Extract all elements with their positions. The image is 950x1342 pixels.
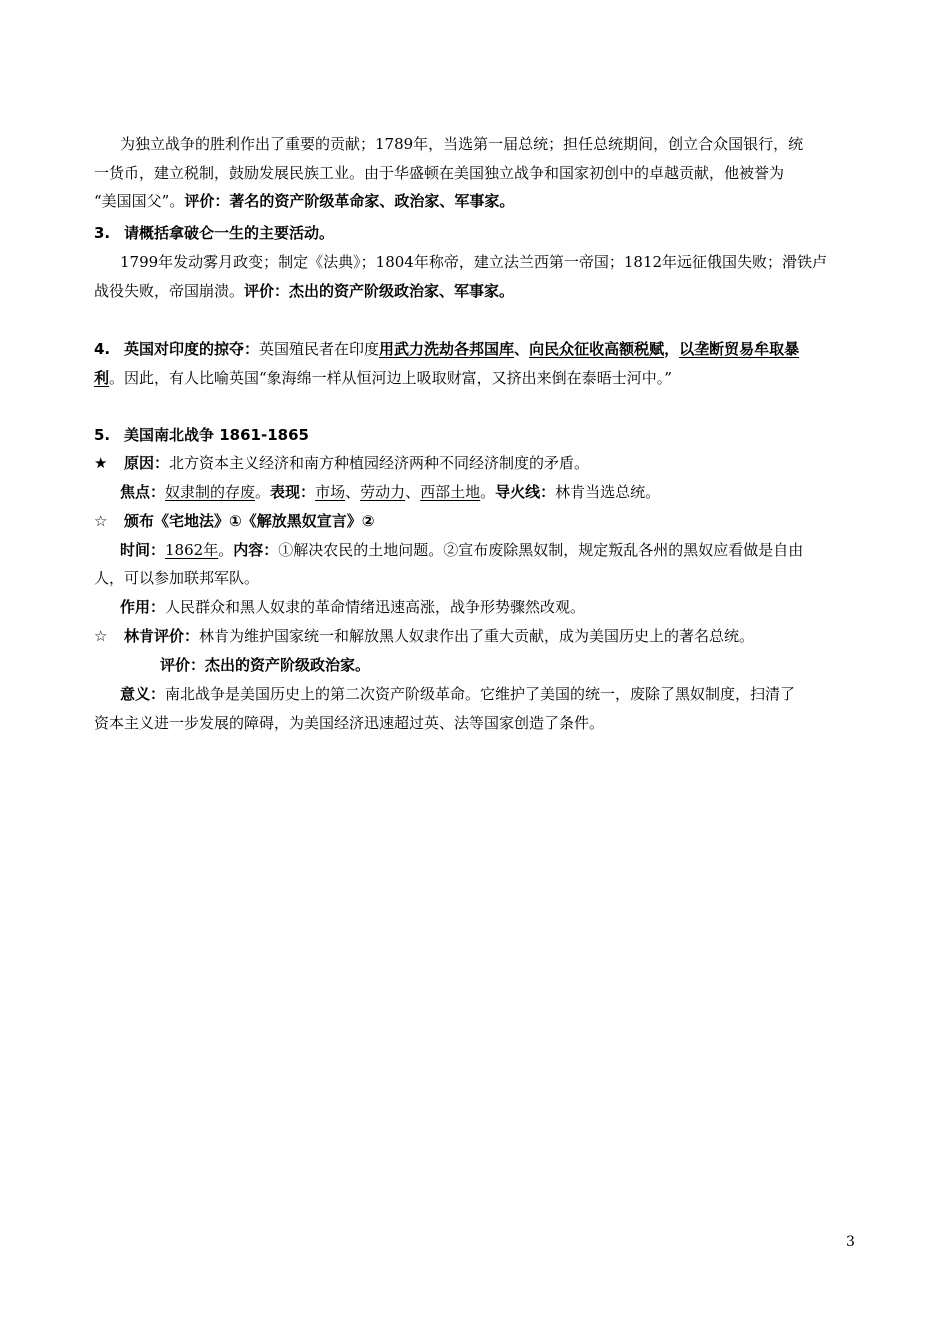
separator: ， (664, 340, 680, 358)
meaning-line2 (94, 713, 604, 733)
para1-line3 (94, 191, 514, 211)
label: 意义： (120, 685, 166, 703)
text: “美国国父”。 (94, 192, 185, 210)
text: 林肯为维护国家统一和解放黑人奴隶作出了重大贡献，成为美国历史上的著名总统。 (199, 627, 755, 645)
section-number: 4. (94, 340, 111, 358)
text: 为独立战争的胜利作出了重要的贡献；1789年，当选第一届总统；担任总统期间，创立合众国银行，统 (120, 135, 804, 153)
underlined-phrase: 以垄断贸易牟取暴 (679, 340, 800, 358)
heading-text: 英国对印度的掠夺： (124, 340, 260, 358)
text: 。因此，有人比喻英国“象海绵一样从恒河边上吸取财富，又挤出来倒在泰晤士河中。” (109, 369, 672, 387)
text: 1799年发动雾月政变；制定《法典》；1804年称帝，建立法兰西第一帝国；1812年远征俄国失败；滑铁卢 (120, 253, 828, 271)
text: 。 (218, 541, 234, 559)
section3-line1 (120, 252, 827, 272)
text: 南北战争是美国历史上的第二次资产阶级革命。它维护了美国的统一，废除了黑奴制度，扫清了 (165, 685, 796, 703)
text: 。 (255, 483, 271, 501)
eval-line (160, 655, 370, 675)
underlined-phrase: 奴隶制的存废 (165, 483, 256, 501)
star-icon: ★ (94, 454, 108, 472)
label: 原因： (124, 454, 170, 472)
underlined-phrase: 西部土地 (420, 483, 481, 501)
text: 林肯当选总统。 (555, 483, 661, 501)
cause-line (94, 453, 589, 473)
meaning-line (120, 684, 795, 704)
text: 英国殖民者在印度 (259, 340, 380, 358)
content-line2 (94, 568, 259, 588)
section4-line1 (94, 339, 799, 359)
underlined-phrase: 利 (94, 369, 110, 387)
section-number: 5. (94, 426, 111, 444)
section3-heading (94, 223, 334, 243)
section3-line2 (94, 281, 514, 301)
text: 。 (480, 483, 496, 501)
text: 资本主义进一步发展的障碍，为美国经济迅速超过英、法等国家创造了条件。 (94, 714, 605, 732)
page-number: 3 (846, 1234, 855, 1250)
label: 林肯评价： (124, 627, 200, 645)
underlined-phrase: 用武力洗劫各邦国库 (379, 340, 515, 358)
para1-line1 (120, 134, 803, 154)
text: ①解决农民的土地问题。②宣布废除黑奴制，规定叛乱各州的黑奴应看做是自由 (278, 541, 804, 559)
heading-text: 请概括拿破仑一生的主要活动。 (124, 224, 335, 242)
separator: 、 (405, 483, 421, 501)
decree-line (94, 511, 374, 531)
section4-line2 (94, 368, 672, 388)
text: 颁布《宅地法》①《解放黑奴宣言》② (124, 512, 375, 530)
focus-line (120, 482, 660, 502)
label: 作用： (120, 598, 166, 616)
label: 表现： (270, 483, 316, 501)
text: 人，可以参加联邦军队。 (94, 569, 260, 587)
text: 人民群众和黑人奴隶的革命情绪迅速高涨，战争形势骤然改观。 (165, 598, 586, 616)
label: 内容： (233, 541, 279, 559)
evaluation-text: 评价：杰出的资产阶级政治家、军事家。 (244, 282, 515, 300)
section5-heading (94, 425, 309, 445)
section-number: 3. (94, 224, 111, 242)
heading-text: 美国南北战争 1861-1865 (124, 426, 309, 444)
underlined-phrase: 劳动力 (360, 483, 406, 501)
effect-line (120, 597, 585, 617)
star-outline-icon: ☆ (94, 512, 108, 530)
text: 一货币，建立税制，鼓励发展民族工业。由于华盛顿在美国独立战争和国家初创中的卓越贡献，他被誉为 (94, 164, 785, 182)
separator: 、 (514, 340, 530, 358)
underlined-phrase: 市场 (315, 483, 346, 501)
label: 时间： (120, 541, 166, 559)
text: 北方资本主义经济和南方种植园经济两种不同经济制度的矛盾。 (169, 454, 590, 472)
time-line (120, 540, 803, 560)
label: 导火线： (495, 483, 556, 501)
lincoln-line (94, 626, 754, 646)
underlined-phrase: 向民众征收高额税赋 (529, 340, 665, 358)
star-outline-icon: ☆ (94, 627, 108, 645)
evaluation-text: 评价：杰出的资产阶级政治家。 (160, 656, 371, 674)
label: 焦点： (120, 483, 166, 501)
para1-line2 (94, 163, 784, 183)
underlined-phrase: 1862年 (165, 541, 219, 559)
separator: 、 (345, 483, 361, 501)
evaluation-text: 评价：著名的资产阶级革命家、政治家、军事家。 (184, 192, 515, 210)
text: 战役失败，帝国崩溃。 (94, 282, 245, 300)
